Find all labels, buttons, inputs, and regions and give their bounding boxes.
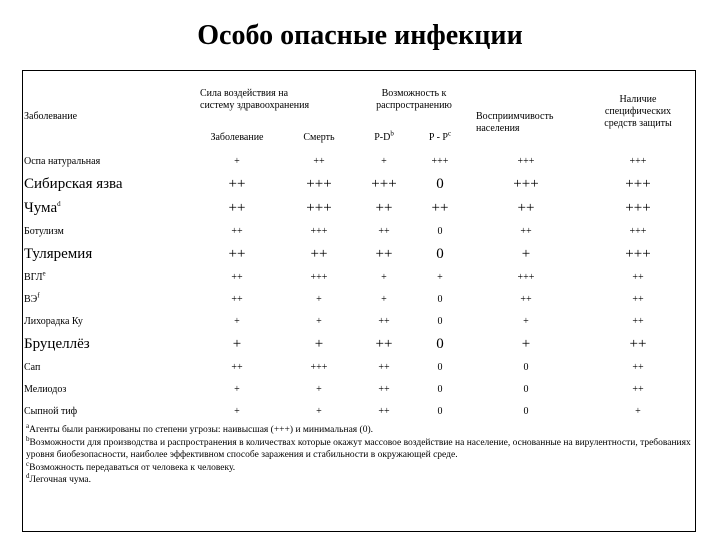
disease-name: Оспа натуральная	[24, 155, 101, 167]
table-row	[24, 150, 694, 172]
table-cell: ++	[231, 361, 243, 373]
table-cell: +	[234, 405, 240, 417]
table-cell: ++	[517, 199, 535, 216]
header-sub-death: Смерть	[303, 132, 335, 143]
disease-name: Сыпной тиф	[24, 405, 78, 417]
footnote: $^d$Легочная чума.	[26, 472, 92, 486]
table-row	[24, 288, 694, 310]
footnote: $^c$Возможность передаваться от человека к человеку.	[26, 459, 236, 473]
table-cell: ++	[378, 315, 390, 327]
table-cell: +	[316, 315, 322, 327]
table-cell: +++	[306, 199, 332, 216]
table-cell: ++	[313, 155, 325, 167]
table-cell: 0	[436, 175, 444, 192]
disease-name: Мелиодоз	[24, 383, 67, 395]
table-cell: +	[635, 405, 641, 417]
header-spread-group: Возможность к распространению	[376, 88, 452, 111]
table-row	[24, 332, 694, 356]
table-row	[24, 310, 694, 332]
table-cell: 0	[437, 315, 443, 327]
table-cell: +	[316, 293, 322, 305]
table-cell: +++	[310, 271, 328, 283]
table-cell: ++	[228, 245, 246, 262]
table-cell: ++	[310, 245, 328, 262]
table-cell: ++	[231, 225, 243, 237]
footnotes	[26, 421, 691, 487]
table-cell: +	[314, 335, 324, 352]
table-cell: +++	[625, 199, 651, 216]
table-cell: 0	[437, 225, 443, 237]
table-cell: 0	[436, 335, 444, 352]
table-cell: ++	[375, 335, 393, 352]
table-cell: +	[234, 155, 240, 167]
table-cell: ++	[632, 271, 644, 283]
table-row	[24, 400, 694, 422]
table-cell: 0	[437, 361, 443, 373]
table-cell: +	[523, 315, 529, 327]
table-cell: ++	[632, 383, 644, 395]
disease-name: Чума$^d$	[24, 199, 61, 216]
table-cell: ++	[228, 199, 246, 216]
table-cell: ++	[629, 335, 647, 352]
table-cell: +	[234, 315, 240, 327]
table-cell: ++	[520, 225, 532, 237]
table-cell: 0	[436, 245, 444, 262]
table-cell: ++	[378, 405, 390, 417]
table-cell: ++	[231, 293, 243, 305]
table-cell: +	[316, 383, 322, 395]
table-cell: ++	[375, 199, 393, 216]
header-sub-pd: $P-D^b$	[374, 129, 394, 143]
table-cell: +++	[629, 225, 647, 237]
table-body	[24, 150, 694, 422]
table-row	[24, 356, 694, 378]
table-cell: +++	[517, 271, 535, 283]
header-sub-pp: P - $P^c$	[428, 129, 452, 143]
table-cell: 0	[437, 383, 443, 395]
header-protection: Наличие специфических средств защиты	[604, 94, 672, 129]
table-cell: +	[381, 271, 387, 283]
table-cell: +++	[371, 175, 397, 192]
disease-name: Ботулизм	[24, 225, 64, 237]
table-cell: +++	[625, 175, 651, 192]
table-cell: +	[521, 245, 531, 262]
disease-name: Бруцеллёз	[24, 335, 90, 352]
table-cell: +	[232, 335, 242, 352]
table-cell: ++	[632, 293, 644, 305]
table-cell: ++	[378, 361, 390, 373]
table-cell: +	[381, 293, 387, 305]
table-cell: +++	[513, 175, 539, 192]
table-row	[24, 196, 694, 220]
table-row	[24, 220, 694, 242]
header-disease: Заболевание	[24, 111, 78, 122]
header-sub-disease: Заболевание	[210, 132, 264, 143]
table-cell: +++	[306, 175, 332, 192]
table-cell: +	[437, 271, 443, 283]
table-cell: ++	[378, 225, 390, 237]
infections-table	[24, 74, 694, 422]
table-cell: +	[521, 335, 531, 352]
table-row	[24, 266, 694, 288]
table-row	[24, 242, 694, 266]
table-cell: ++	[632, 315, 644, 327]
table-cell: 0	[523, 405, 529, 417]
table-row	[24, 172, 694, 196]
header-susceptibility: Восприимчивость населения	[476, 111, 554, 134]
disease-name: Лихорадка Ку	[24, 315, 83, 327]
table-cell: +	[234, 383, 240, 395]
table-cell: +++	[629, 155, 647, 167]
table-cell: +	[381, 155, 387, 167]
disease-name: Сибирская язва	[24, 175, 123, 192]
table-cell: ++	[431, 199, 449, 216]
disease-name: $ВЭ^f$	[24, 291, 40, 305]
table-cell: ++	[378, 383, 390, 395]
footnote: $^b$Возможности для производства и распространения в количествах которые окажут массовое воздействие на население, основанные на вирулентности, требованиях уровня биобезопасности, наиболее эффективном способе заражения и стабильности в окружающей среде.	[26, 434, 691, 461]
table-cell: ++	[231, 271, 243, 283]
table-cell: +++	[517, 155, 535, 167]
table-cell: +++	[625, 245, 651, 262]
table-cell: ++	[520, 293, 532, 305]
table-cell: 0	[437, 405, 443, 417]
table-cell: +++	[310, 225, 328, 237]
table-cell: +++	[310, 361, 328, 373]
table-cell: 0	[523, 361, 529, 373]
table-cell: ++	[228, 175, 246, 192]
disease-name: ВГЛ$^e$	[24, 269, 46, 283]
table-cell: +++	[431, 155, 449, 167]
page-title: Особо опасные инфекции	[197, 20, 523, 51]
table-row	[24, 378, 694, 400]
table-cell: +	[316, 405, 322, 417]
disease-name: Туляремия	[24, 245, 93, 262]
table-cell: 0	[523, 383, 529, 395]
table-cell: 0	[437, 293, 443, 305]
table-cell: ++	[632, 361, 644, 373]
header-impact-group: Сила воздействия на систему здравоохранения	[200, 88, 310, 111]
footnote: $^a$Агенты были ранжированы по степени угрозы: наивысшая (+++) и минимальная (0).	[26, 421, 373, 435]
disease-name: Сап	[24, 361, 41, 373]
table-cell: ++	[375, 245, 393, 262]
